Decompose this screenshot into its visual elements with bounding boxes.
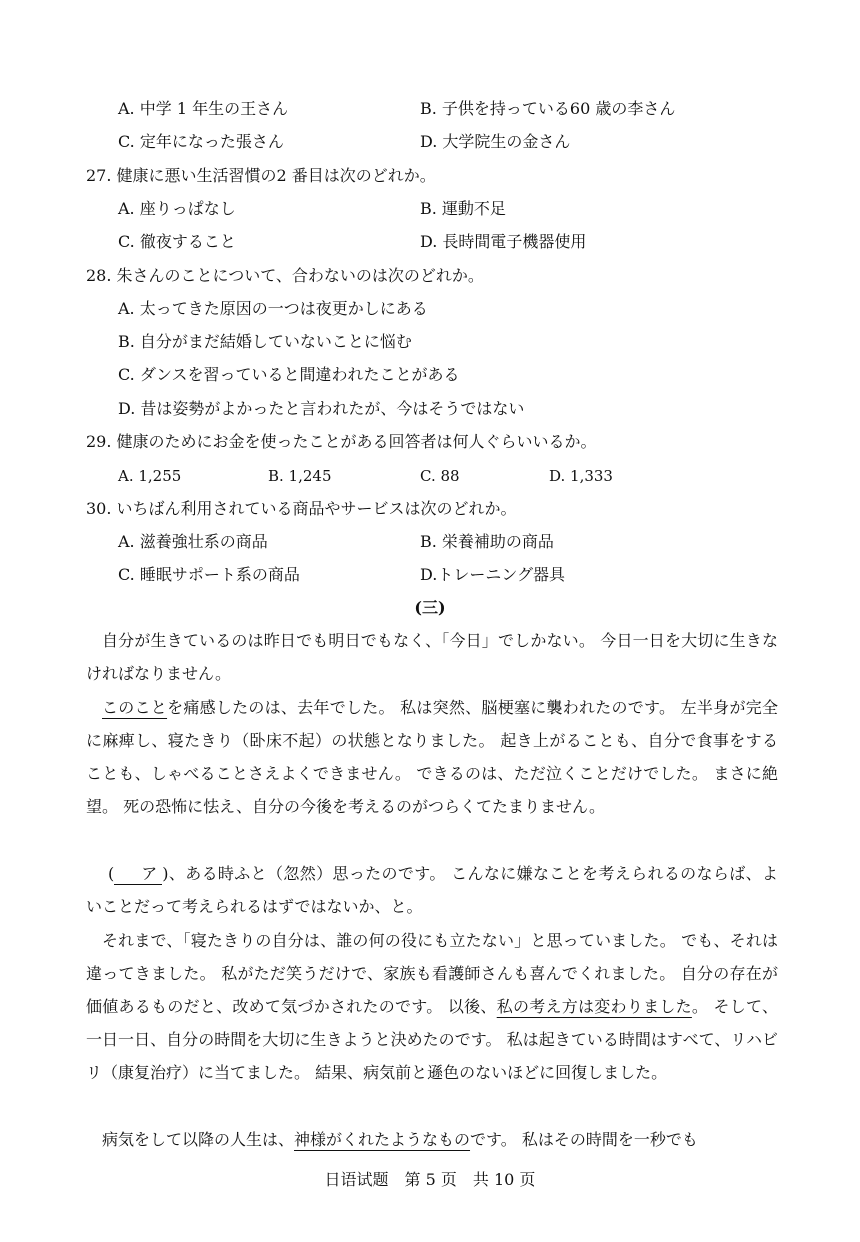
q29-option-d: D. 1,333: [549, 467, 613, 485]
q30-option-d: D.トレーニング器具: [420, 565, 566, 584]
passage-paragraph-3: [86, 857, 778, 923]
q28-stem: 28. 朱さんのことについて、合わないのは次のどれか。: [86, 266, 484, 285]
blank-open-paren: (: [108, 864, 115, 883]
q29-option-c: C. 88: [420, 467, 460, 485]
q29-stem: 29. 健康のためにお金を使ったことがある回答者は何人ぐらいいるか。: [86, 432, 597, 451]
answer-blank-a: ア: [114, 864, 162, 885]
passage-paragraph-1: [86, 624, 778, 690]
underlined-phrase-kono-koto: このこと: [102, 698, 168, 717]
section-title: (三): [414, 598, 446, 617]
passage-paragraph-2: [86, 691, 778, 823]
q26-option-c: C. 定年になった張さん: [118, 132, 284, 151]
q27-option-d: D. 長時間電子機器使用: [420, 232, 587, 251]
paragraph-5-text-b: です。 私はその時間を一秒でも: [470, 1130, 698, 1149]
q30-option-c: C. 睡眠サポート系の商品: [118, 565, 300, 584]
q27-option-c: C. 徹夜すること: [118, 232, 236, 251]
underlined-phrase-kangaekata: 私の考え方は変わりました: [496, 997, 692, 1016]
passage-paragraph-5: [86, 1123, 778, 1156]
q30-stem: 30. いちばん利用されている商品やサービスは次のどれか。: [86, 499, 517, 518]
paragraph-4-text-b: 。 そして、一日一日、自分の時間を大切に生きようと決めたのです。 私は起きている時間はすべて、リハビリ（康复治疗）に当てました。 結果、病気前と遜色のないほどに回復しました。: [86, 997, 778, 1082]
paragraph-4-text-a: それまで、「寝たきりの自分は、誰の何の役にも立たない」と思っていました。 でも、それは違ってきました。 私がただ笑うだけで、家族も看護師さんも喜んでくれました。 自分の存在が価値あるものだと、改めて気づかされたのです。 以後、: [86, 931, 778, 1016]
q30-option-a: A. 滋養強壮系の商品: [118, 532, 268, 551]
q27-stem: 27. 健康に悪い生活習慣の2 番目は次のどれか。: [86, 166, 436, 185]
q28-option-b: B. 自分がまだ結婚していないことに悩む: [118, 332, 412, 351]
q30-option-b: B. 栄養補助の商品: [420, 532, 554, 551]
page-footer: 日语试题 第 5 页 共 10 页: [324, 1170, 536, 1189]
q28-option-d: D. 昔は姿勢がよかったと言われたが、今はそうではない: [118, 399, 525, 418]
passage-paragraph-4: [86, 924, 778, 1089]
q27-option-b: B. 運動不足: [420, 199, 506, 218]
q29-option-b: B. 1,245: [268, 467, 332, 485]
q26-option-a: A. 中学 1 年生の王さん: [118, 99, 289, 118]
paragraph-3-text: )、ある時ふと（忽然）思ったのです。 こんなに嫌なことを考えられるのならば、よいことだって考えられるはずではないか、と。: [86, 864, 778, 916]
q29-option-a: A. 1,255: [118, 467, 182, 485]
paragraph-1-text: 自分が生きているのは昨日でも明日でもなく、「今日」でしかない。 今日一日を大切に生きなければなりません。: [86, 631, 778, 683]
paragraph-5-text-a: 病気をして以降の人生は、: [102, 1130, 295, 1149]
underlined-phrase-kamisama: 神様がくれたようなもの: [294, 1130, 471, 1149]
q28-option-a: A. 太ってきた原因の一つは夜更かしにある: [118, 299, 428, 318]
q26-option-b: B. 子供を持っている60 歳の李さん: [420, 99, 676, 118]
q27-option-a: A. 座りっぱなし: [118, 199, 236, 218]
q28-option-c: C. ダンスを習っていると間違われたことがある: [118, 365, 460, 384]
q26-option-d: D. 大学院生の金さん: [420, 132, 571, 151]
paragraph-2-text: を痛感したのは、去年でした。 私は突然、脳梗塞に襲われたのです。 左半身が完全に麻痺し、寝たきり（卧床不起）の状態となりました。 起き上がることも、自分で食事をすることも、しゃべることさえよくできません。 できるのは、ただ泣くことだけでした。 まさに絶望。 死の恐怖に怯え、自分の今後を考えるのがつらくてたまりません。: [86, 698, 778, 816]
